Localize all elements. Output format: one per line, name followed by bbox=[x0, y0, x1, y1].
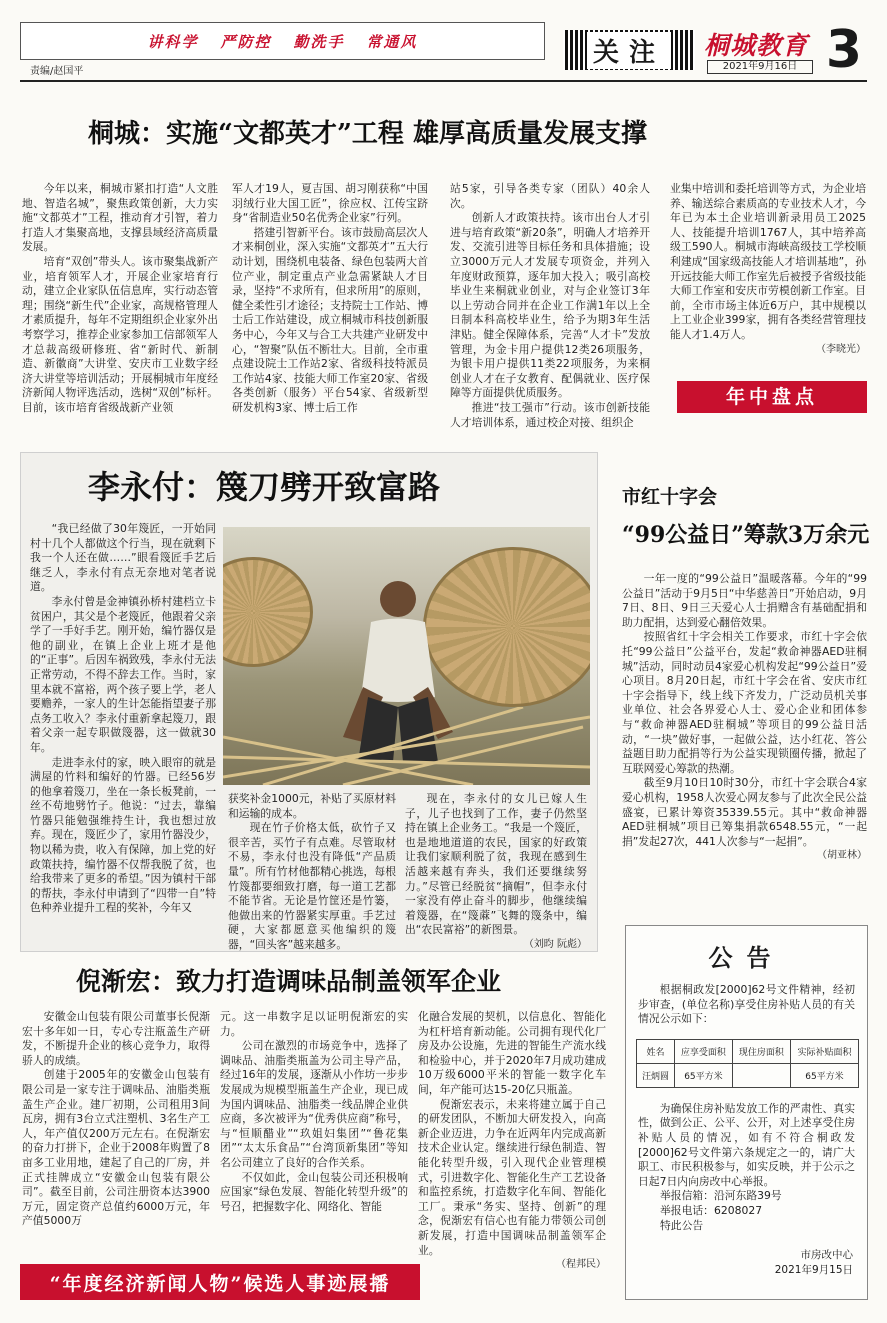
paragraph: 军人才19人，夏吉国、胡习刚获称“中国羽绒行业大国工匠”，徐应权、江传宝跻身“省制造业50名优秀企业家”行列。 bbox=[232, 182, 428, 225]
article3-title-line2: “99公益日”筹款3万余元 bbox=[622, 522, 870, 548]
article1-col3 bbox=[450, 182, 650, 430]
article3-body bbox=[622, 572, 867, 864]
paragraph: 现在，李永付的女儿已嫁人生子，儿子也找到了工作，妻子仍然坚持在镇上企业务工。“我是一个篾匠，也是地地道道的农民，国家的好政策让我们家顺利脱了贫，我现在感到生活越来越有奔头，我们还要继续努力。”尽管已经脱贫“摘帽”，但李永付一家没有停止奋斗的脚步，他继续编着篾器，在“篾蔴”飞舞的篾条中，编出“农民富裕”的新图景。 bbox=[405, 792, 587, 937]
paragraph: 安徽金山包装有限公司董事长倪渐宏十多年如一日，专心专注瓶盖生产研发，不断提升企业的核心竞争力，取得骄人的成绩。 bbox=[22, 1010, 210, 1067]
table-cell bbox=[732, 1063, 790, 1087]
paragraph: 公司在激烈的市场竞争中，选择了调味品、油脂类瓶盖为公司主导产品，经过16年的发展，逐渐从小作坊一步步发展成为规模型瓶盖生产企业，现已成为国内调味品、油脂类一线品牌企业供应商，多次被评为“优秀供应商”称号，与“恒顺醋业”“玖姐妇集团”“鲁花集团”“太太乐食品”“台湾顶新集团”等知名公司建立了良好的合作关系。 bbox=[220, 1039, 408, 1169]
paragraph: 截至9月10日10时30分，市红十字会联合4家爱心机构，1958人次爱心网友参与了此次全民公益盛宴，已累计筹资35339.55元。其中“救命神器AED驻桐城”项目已筹集捐款6548.55元，“一起捐”发起27次，441人次参与“一起捐”。 bbox=[622, 776, 867, 848]
paragraph: 倪渐宏表示，未来将建立属于自己的研发团队，不断加大研发投入，向高新企业迈进，力争在近两年内完成高新技术企业认定。继续进行绿色制造、智能化转型升级，引入现代企业管理模式，引进数字化、智能化生产工艺设备和监控系统，打造数字化车间、智能化工厂。秉承“务实、坚持、创新”的理念，倪渐宏有信心也有能力带领公司创新发展，打造中国调味品制盖领军企业。 bbox=[418, 1097, 606, 1257]
notice-body bbox=[638, 1102, 855, 1233]
article2-col3 bbox=[405, 792, 587, 953]
paragraph: 创建于2005年的安徽金山包装有限公司是一家专注于调味品、油脂类瓶盖生产企业。建厂初期，公司租用3间瓦房，拥有3台立式注塑机、3名生产工人，年产值仅200万元左右。在倪渐宏的奋力打拼下，企业于2008年购置了8亩多工业用地，建起了自己的厂房，并正式挂牌成立“安徽金山包装有限公司”。截至目前，公司注册资本达3900万元，固定资产总值约6000万元，年产值5000万 bbox=[22, 1068, 210, 1228]
section-label: 关注 bbox=[587, 32, 671, 69]
paragraph: 创新人才政策扶持。该市出台人才引进与培育政策“新20条”，明确人才培养开发、交流引进等目标任务和具体措施；设立3000万元人才发展专项资金，并列入年度财政预算，逐年加大投入；吸引高校毕业生来桐就业创业，对与企业签订3年以上劳动合同并在企业工作满1年以上全日制本科高校毕业生，给予为期3年生活津贴。健全保障体系，完善“人才卡”发放管理，为金卡用户提供12类26项服务，为银卡用户提供11类22项服务，为来桐创业人才在子女教育、配偶就业、医疗保障等方面提供优质服务。 bbox=[450, 211, 650, 400]
article4-title: 倪渐宏：致力打造调味品制盖领军企业 bbox=[76, 967, 502, 996]
article2-title: 李永付：篾刀劈开致富路 bbox=[88, 468, 441, 506]
notice-address: 举报信箱：沿河东路39号 bbox=[660, 1189, 782, 1203]
paragraph: 化融合发展的契机，以信息化、智能化为杠杆培育新动能。公司拥有现代化厂房及办公设施，先进的智能生产流水线和检验中心，并于2020年7月成功建成10万级6000平米的智能一数字化车间，年产能可达15-20亿只瓶盖。 bbox=[418, 1010, 606, 1096]
article2-col1 bbox=[30, 522, 216, 916]
article1-byline: （李晓光） bbox=[816, 343, 866, 355]
notice-closing: 特此公告 bbox=[660, 1218, 704, 1232]
article2-byline: （刘昀 阮彪） bbox=[523, 938, 587, 950]
notice-phone: 举报电话：6208027 bbox=[660, 1203, 763, 1217]
notice-signer: 市房改中心 bbox=[800, 1249, 853, 1261]
public-notice bbox=[625, 925, 868, 1300]
table-header-row bbox=[637, 1039, 859, 1063]
table-header-cell: 姓名 bbox=[637, 1039, 675, 1063]
paper-logo: 桐城教育 bbox=[704, 31, 809, 60]
article1-title: 桐城：实施“文都英才”工程 雄厚高质量发展支撑 bbox=[88, 119, 647, 149]
slogan-item: 严防控 bbox=[220, 32, 272, 51]
article4-col3 bbox=[418, 1010, 606, 1273]
paragraph: 按照省红十字会相关工作要求，市红十字会依托“99公益日”公益平台，发起“救命神器AED驻桐城”活动，同时动员4家爱心机构发起“99公益日”爱心项目。8月20日起，市红十字会在省、安庆市红十字会指导下，线上线下齐发力，广泛动员机关事业单位、社会各界爱心人士、爱心企业和团体参与“救命神器AED驻桐城”等项目的99公益日活动，“一块”做好事，一起做公益，达小红花、答公益题目助力配捐等行为公益实现锁圈传播，掀起了互联网爱心筹款的热潮。 bbox=[622, 630, 867, 775]
article1-col4 bbox=[670, 182, 866, 357]
paragraph: 今年以来，桐城市紧扣打造“人文胜地、智造名城”，聚焦政策创新，大力实施“文都英才”工程，推动育才引智，着力打造人才集聚高地，支撑县域经济高质量发展。 bbox=[22, 182, 218, 254]
issue-date: 2021年9月16日 bbox=[707, 60, 813, 74]
craftsman-photo bbox=[223, 527, 590, 785]
table-cell: 65平方米 bbox=[790, 1063, 858, 1087]
paragraph: 搭建引智新平台。该市鼓励高层次人才来桐创业，深入实施“文都英才”五大行动计划，围绕机电装备、绿色包装两大首位产业，制定重点产业急需紧缺人才目录，坚持“不求所有，但求所用”的原则，健全柔性引才途径；支持院士工作站、博士后工作站建设，成立桐城市科技创新服务中心，今年又与合工大共建产业研发中心，“智聚”队伍不断壮大。目前，全市重点建设院士工作站2家、省级科技特派员工作站4家、技能大师工作室20家、省级各类创新（服务）平台54家、省级新型研发机构3家、博士后工作 bbox=[232, 225, 428, 414]
notice-date: 2021年9月15日 bbox=[774, 1264, 853, 1276]
article1-col1 bbox=[22, 182, 218, 416]
table-header-cell: 实际补贴面积 bbox=[790, 1039, 858, 1063]
table-cell: 汪炳圆 bbox=[637, 1063, 675, 1087]
slogan-item: 勤洗手 bbox=[293, 32, 345, 51]
article4-byline: （程邦民） bbox=[556, 1259, 606, 1271]
notice-signature bbox=[775, 1247, 853, 1277]
paragraph: 元。这一串数字足以证明倪渐宏的实力。 bbox=[220, 1010, 408, 1038]
table-row bbox=[637, 1063, 859, 1087]
paragraph: 站5家，引导各类专家（团队）40余人次。 bbox=[450, 182, 650, 210]
article3-byline: （胡亚林） bbox=[817, 850, 867, 862]
article4-col1 bbox=[22, 1010, 210, 1229]
subsidy-table bbox=[636, 1039, 859, 1088]
table-header-cell: 应享受面积 bbox=[674, 1039, 732, 1063]
bamboo-basket-image bbox=[223, 557, 313, 667]
table-cell: 65平方米 bbox=[674, 1063, 732, 1087]
notice-title: 公告 bbox=[708, 943, 785, 972]
header-rule bbox=[20, 80, 867, 82]
paragraph: 一年一度的“99公益日”温暖落幕。今年的“99公益日”活动于9月5日“中华慈善日”开始启动，9月7日、8日、9日三天爱心人士捐赠含有基础配捐和助力配捐，达到爱心翻倍效果。 bbox=[622, 572, 867, 629]
paragraph: 根据桐政发[2000]62号文件精神，经初步审查，(单位名称)享受住房补贴人员的有关情况公示如下： bbox=[638, 983, 855, 1026]
section-label-box bbox=[563, 30, 695, 70]
slogan-item: 讲科学 bbox=[147, 32, 199, 51]
table-header-cell: 现住房面积 bbox=[732, 1039, 790, 1063]
slogan-item: 常通风 bbox=[366, 32, 418, 51]
page-number: 3 bbox=[825, 20, 863, 80]
paragraph: “我已经做了30年篾匠，一开始同村十几个人都做这个行当，现在就剩下我一个人还在做……”眼看篾匠手艺后继乏人，李永付有点无奈地对笔者说道。 bbox=[30, 522, 216, 594]
article1-col2 bbox=[232, 182, 428, 416]
editor-credit: 责编/赵国平 bbox=[30, 66, 84, 77]
paragraph: 业集中培训和委托培训等方式，为企业培养、输送综合素质高的专业技术人才，今年已为本土企业培训新录用员工2025人、技能提升培训1767人，其中培养高级工590人。桐城市海峡高级技工学校顺利建成“国家级高技能人才培训基地”，孙开远技能大师工作室先后被授予省级技能大师工作室和安庆市劳模创新工作室。目前，全市市场主体近6万户，其中规模以上工业企业399家，拥有各类经营管理技能人才1.4万人。 bbox=[670, 182, 866, 341]
paragraph: 培育“双创”带头人。该市聚集战新产业，培育领军人才，开展企业家培育行动，建立企业家队伍信息库，实行动态管理；围绕“新生代”企业家，高规格管理人才素质提升，每年不定期组织企业家外出考察学习，推荐企业家参加工信部领军人才总裁高级研修班、省“新时代、新制造、新徽商”大讲堂、安庆市工业数字经济大讲堂等培训活动；开展桐城市年度经济新闻人物评选活动，选树“双创”标杆。目前，该市培育省级战新产业领 bbox=[22, 254, 218, 414]
slogan-banner bbox=[20, 22, 545, 60]
paragraph: 李永付曾是金神镇孙桥村建档立卡贫困户，其父是个老篾匠，他跟着父亲学了一手好手艺。刚开始，编竹器仅是他的副业，在镇上企业上班才是他的“正事”。后因车祸致残，李永付无法正常劳动，不得不辞去工作。当时，家里本就不富裕，两个孩子要上学，老人要赡养，一家人的生计怎能指望妻子那点务工收入？李永付重新拿起篾刀，跟着父亲一起专职做篾器，这一做就30年。 bbox=[30, 594, 216, 754]
paragraph: 为确保住房补贴发放工作的严肃性、真实性，做到公正、公平、公开，对上述享受住房补贴人员的情况，如有不符合桐政发[2000]62号文件第六条规定之一的，请广大职工、市民积极参与，如实反映，并于公示之日起7日内向房改中心举报。 bbox=[638, 1101, 855, 1188]
paragraph: 现在竹子价格太低，砍竹子又很辛苦，买竹子有点难。尽管取材不易，李永付也没有降低“产品质量”。所有竹材他都精心挑选，每根竹篾都要细致打磨，每一道工艺都不能节省。无论是竹筐还是竹篓，他做出来的竹器紧实厚重。手艺过硬，大家都愿意买他编织的篾器，“回头客”越来越多。 bbox=[228, 821, 396, 951]
bamboo-strips-image bbox=[223, 707, 590, 785]
article2-col2 bbox=[228, 792, 396, 953]
paragraph: 推进“技工强市”行动。该市创新技能人才培训体系，通过校企对接、组织企 bbox=[450, 400, 650, 429]
paragraph: 不仅如此，金山包装公司还积极响应国家“绿色发展、智能化转型升级”的号召，把握数字化、网络化、智能 bbox=[220, 1170, 408, 1213]
news-figures-banner: “年度经济新闻人物”候选人事迹展播 bbox=[20, 1264, 420, 1300]
article3-title-line1: 市红十字会 bbox=[622, 486, 718, 508]
notice-intro bbox=[638, 983, 855, 1027]
article4-col2 bbox=[220, 1010, 408, 1214]
paragraph: 获奖补金1000元，补贴了买原材料和运输的成本。 bbox=[228, 792, 396, 820]
paragraph: 走进李永付的家，映入眼帘的就是满屋的竹料和编好的竹器。已经56岁的他拿着篾刀，坐在一条长板凳前，一丝不苟地劈竹子。他说：“过去，靠编竹器只能勉强维持生计，我也想过放弃。现在，篾匠少了，家用竹器没少，物以稀为贵，收入有保障，加上党的好政策扶持，编竹器不仅帮我脱了贫，也给我带来了更多的希望。”因为镇村干部的帮扶，李永付申请到了“四带一自”特色种养业提升工程的奖补，今年又 bbox=[30, 755, 216, 915]
midyear-review-badge: 年中盘点 bbox=[677, 381, 867, 413]
